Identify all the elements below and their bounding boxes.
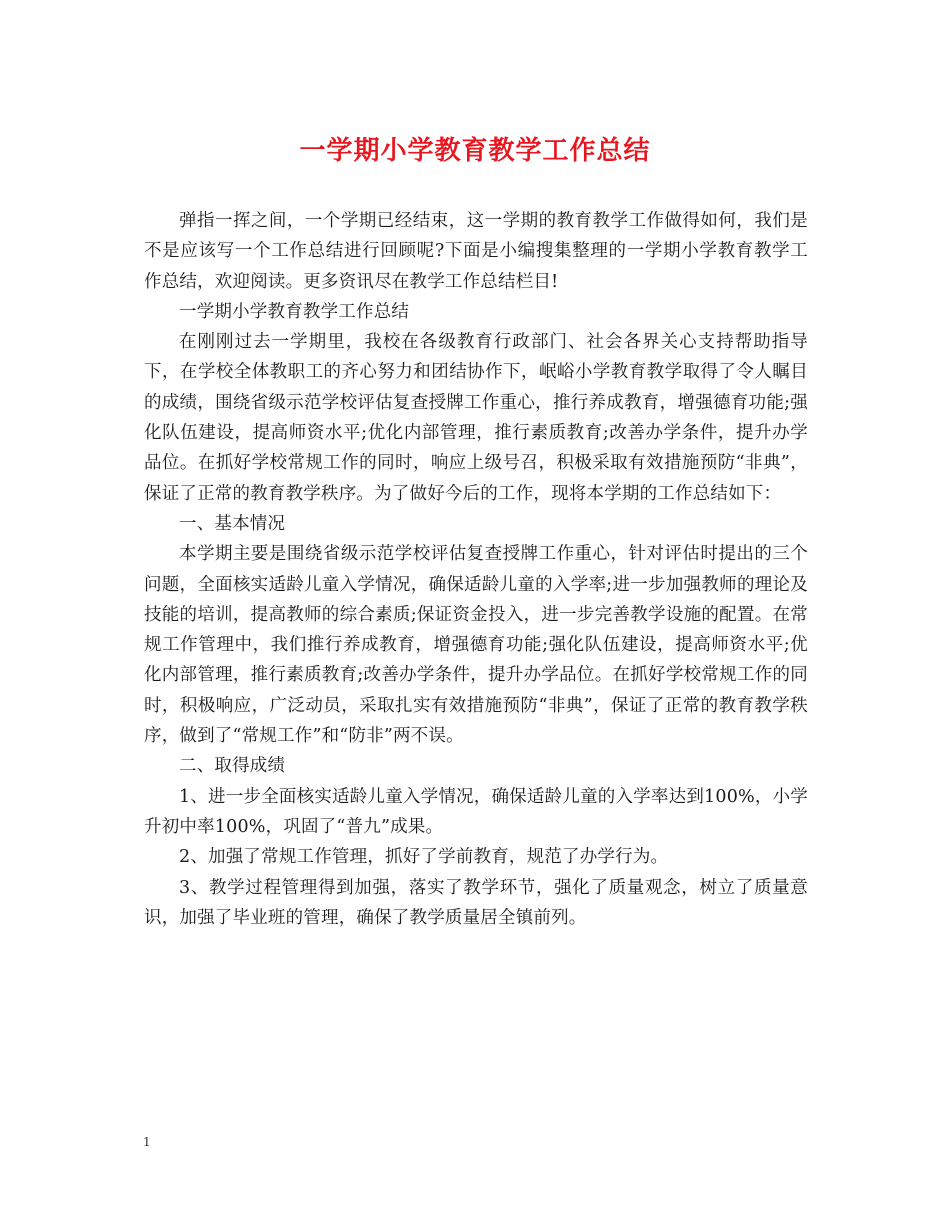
section-heading-achievements: 二、取得成绩: [179, 756, 286, 777]
paragraph-overview: 在刚刚过去一学期里，我校在各级教育行政部门、社会各界关心支持帮助指导下，在学校全体教职工的齐心努力和团结协作下，岷峪小学教育教学取得了令人瞩目的成绩，围绕省级示范学校评估复查授牌工作重心，推行养成教育，增强德育功能;强化队伍建设，提高师资水平;优化内部管理，推行素质教育;改善办学条件，提升办学品位。在抓好学校常规工作的同时，响应上级号召，积极采取有效措施预防“非典”，保证了正常的教育教学秩序。为了做好今后的工作，现将本学期的工作总结如下：: [144, 332, 808, 504]
paragraph-achievement-1: 1、进一步全面核实适龄儿童入学情况，确保适龄儿童的入学率达到100%，小学升初中率100%，巩固了“普九”成果。: [144, 786, 808, 837]
paragraph-subtitle: 一学期小学教育教学工作总结: [179, 301, 410, 322]
paragraph-basic-situation: 本学期主要是围绕省级示范学校评估复查授牌工作重心，针对评估时提出的三个问题，全面核实适龄儿童入学情况，确保适龄儿童的入学率;进一步加强教师的理论及技能的培训，提高教师的综合素质;保证资金投入，进一步完善教学设施的配置。在常规工作管理中，我们推行养成教育，增强德育功能;强化队伍建设，提高师资水平;优化内部管理，推行素质教育;改善办学条件，提升办学品位。在抓好学校常规工作的同时，积极响应，广泛动员，采取扎实有效措施预防“非典”，保证了正常的教育教学秩序，做到了“常规工作”和“防非”两不误。: [144, 544, 808, 747]
paragraph-intro: 弹指一挥之间，一个学期已经结束，这一学期的教育教学工作做得如何，我们是不是应该写一个工作总结进行回顾呢?下面是小编搜集整理的一学期小学教育教学工作总结，欢迎阅读。更多资讯尽在教学工作总结栏目!: [144, 211, 808, 292]
page-number: 1: [143, 1135, 151, 1149]
document-body: [144, 206, 808, 933]
paragraph-achievement-2: 2、加强了常规工作管理，抓好了学前教育，规范了办学行为。: [179, 847, 669, 868]
paragraph-achievement-3: 3、教学过程管理得到加强，落实了教学环节，强化了质量观念，树立了质量意识，加强了毕业班的管理，确保了教学质量居全镇前列。: [144, 877, 808, 928]
document-title: 一学期小学教育教学工作总结: [299, 136, 651, 166]
section-heading-basic-situation: 一、基本情况: [179, 513, 286, 534]
